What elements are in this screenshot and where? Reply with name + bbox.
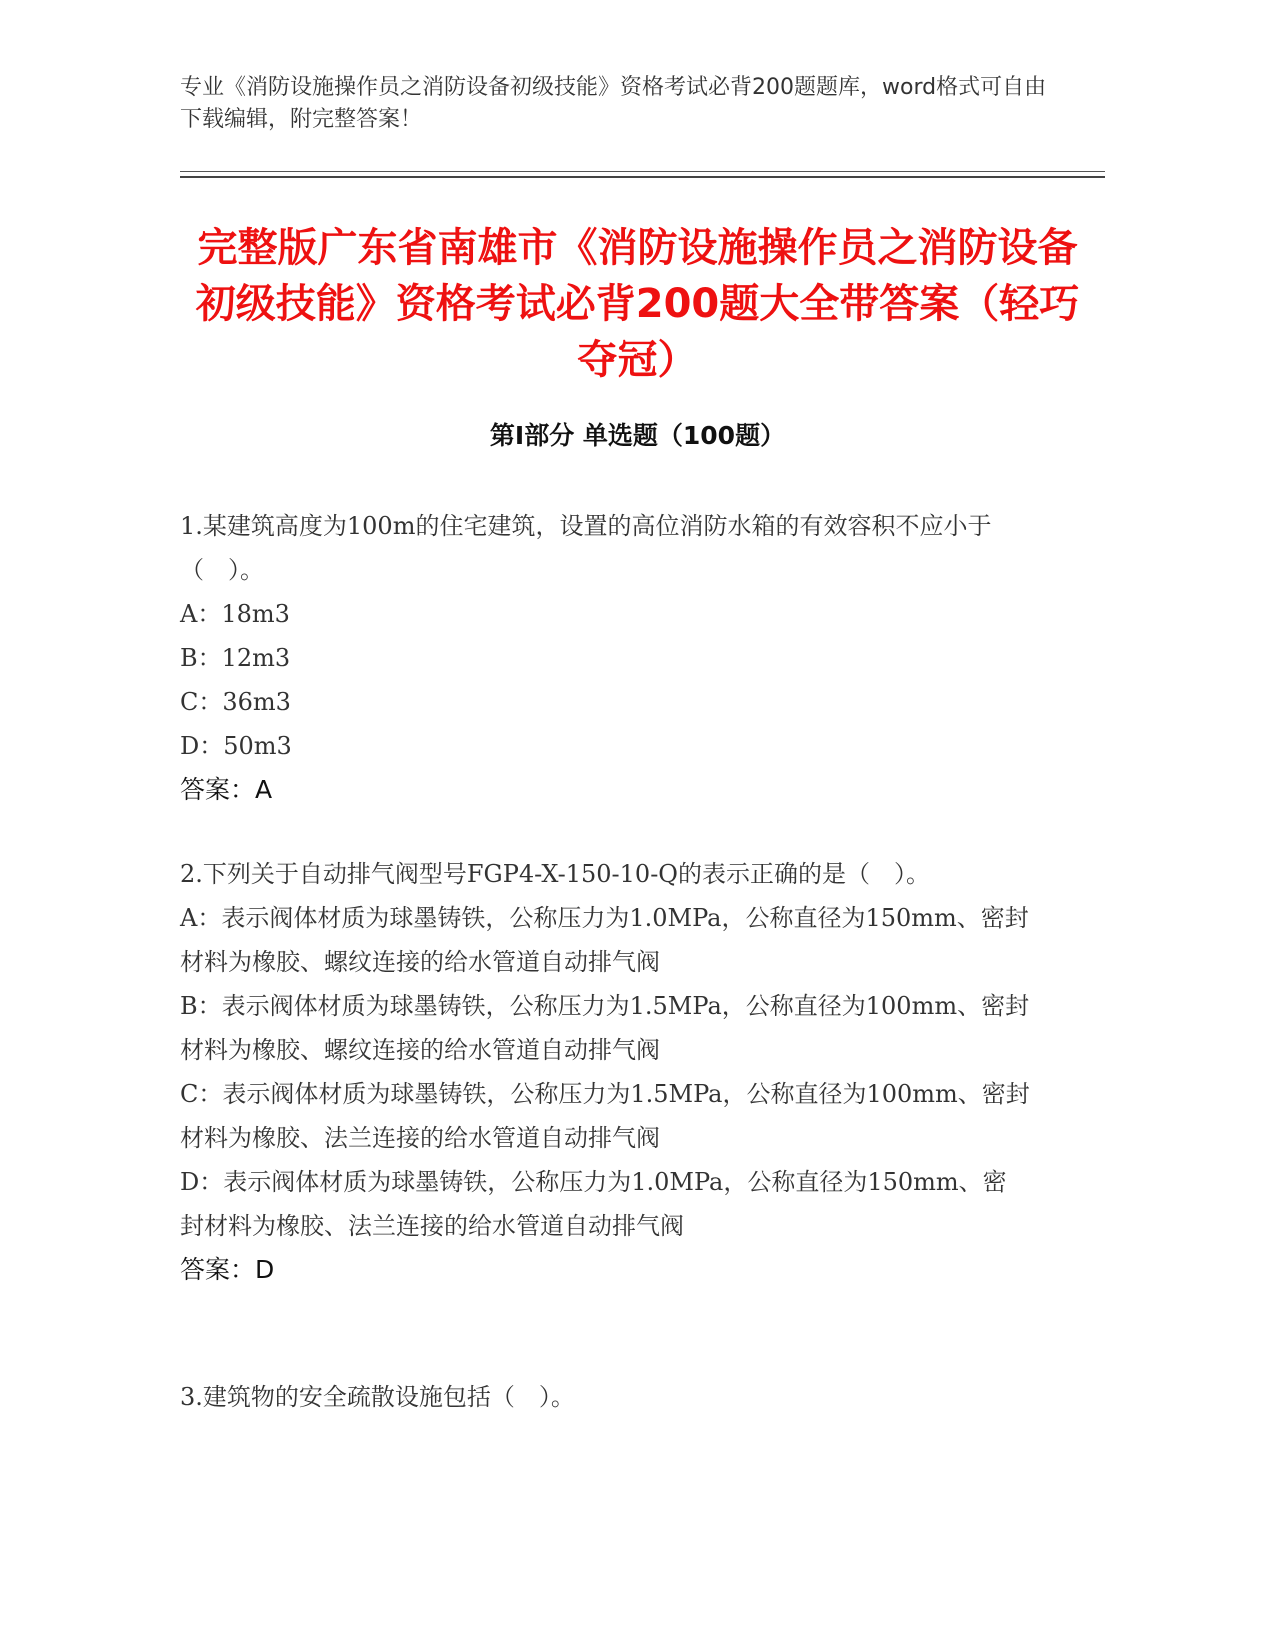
answer-label: 答案：A xyxy=(180,775,273,804)
option-b: B：12m3 xyxy=(180,644,291,672)
question-2 xyxy=(180,852,1030,1292)
question-stem: 3.建筑物的安全疏散设施包括（ ）。 xyxy=(180,1383,575,1411)
header-divider-thick xyxy=(180,176,1105,178)
option-b: B：表示阀体材质为球墨铸铁，公称压力为1.5MPa，公称直径为100mm、密封材料为橡胶、螺纹连接的给水管道自动排气阀 xyxy=(180,992,1030,1064)
question-stem: 1.某建筑高度为100m的住宅建筑，设置的高位消防水箱的有效容积不应小于（ ）。 xyxy=(180,512,992,584)
answer-label: 答案：D xyxy=(180,1255,275,1284)
option-d: D：50m3 xyxy=(180,732,292,760)
question-stem: 2.下列关于自动排气阀型号FGP4-X-150-10-Q的表示正确的是（ ）。 xyxy=(180,860,930,888)
header-note: 专业《消防设施操作员之消防设备初级技能》资格考试必背200题题库，word格式可自由下载编辑，附完整答案！ xyxy=(180,75,1047,132)
option-a: A：表示阀体材质为球墨铸铁，公称压力为1.0MPa，公称直径为150mm、密封材料为橡胶、螺纹连接的给水管道自动排气阀 xyxy=(180,904,1029,976)
option-c: C：36m3 xyxy=(180,688,291,716)
option-a: A：18m3 xyxy=(180,600,290,628)
question-3 xyxy=(180,1375,1030,1419)
section-heading: 第Ⅰ部分 单选题（100题） xyxy=(489,421,786,450)
header-divider-thin xyxy=(180,171,1105,172)
document-title: 完整版广东省南雄市《消防设施操作员之消防设备初级技能》资格考试必背200题大全带答案（轻巧夺冠） xyxy=(195,225,1080,383)
question-1 xyxy=(180,504,1030,812)
option-c: C：表示阀体材质为球墨铸铁，公称压力为1.5MPa，公称直径为100mm、密封材料为橡胶、法兰连接的给水管道自动排气阀 xyxy=(180,1080,1030,1152)
option-d: D：表示阀体材质为球墨铸铁，公称压力为1.0MPa，公称直径为150mm、密封材料为橡胶、法兰连接的给水管道自动排气阀 xyxy=(180,1168,1007,1240)
